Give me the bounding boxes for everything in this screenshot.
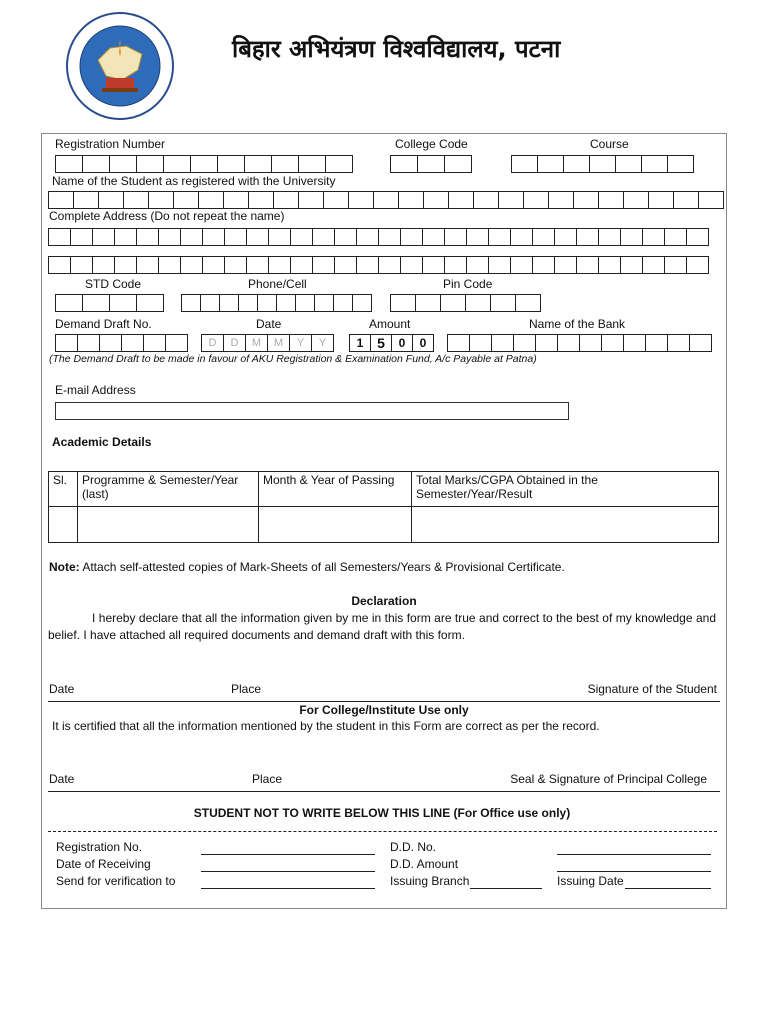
office-issuing-date-label: Issuing Date xyxy=(557,874,624,888)
registration-number-label: Registration Number xyxy=(55,137,166,151)
email-input[interactable] xyxy=(55,402,569,420)
student-signature-label: Signature of the Student xyxy=(587,682,717,696)
college-date-label: Date xyxy=(49,772,75,786)
phone-label: Phone/Cell xyxy=(248,277,307,291)
registration-number-boxes[interactable] xyxy=(55,155,353,173)
issuing-branch-line[interactable] xyxy=(470,888,542,889)
college-certify-text: It is certified that all the information mentioned by the student in this Form are correct as per the record. xyxy=(52,719,600,733)
column-header: Total Marks/CGPA Obtained in the Semester/Year/Result xyxy=(412,472,719,507)
table-cell[interactable] xyxy=(78,507,259,543)
address-label: Complete Address (Do not repeat the name) xyxy=(49,209,285,223)
page-title: बिहार अभियंत्रण विश्वविद्यालय, पटना xyxy=(232,35,561,63)
declaration-heading: Declaration xyxy=(351,594,417,608)
course-label: Course xyxy=(590,137,629,151)
demand-draft-label: Demand Draft No. xyxy=(55,317,152,331)
dd-date-boxes[interactable] xyxy=(201,334,334,352)
amount-digit: 5 xyxy=(370,334,392,352)
pin-code-label: Pin Code xyxy=(443,277,493,291)
student-name-label: Name of the Student as registered with the University xyxy=(52,174,336,188)
course-boxes[interactable] xyxy=(511,155,694,173)
date-placeholder: Y xyxy=(311,334,334,352)
college-code-label: College Code xyxy=(395,137,468,151)
office-verification-label: Send for verification to xyxy=(56,874,176,888)
divider xyxy=(48,701,720,702)
amount-boxes[interactable] xyxy=(349,334,434,352)
academic-details-heading: Academic Details xyxy=(52,435,152,449)
office-issuing-branch-label: Issuing Branch xyxy=(390,874,470,888)
amount-digit: 0 xyxy=(412,334,434,352)
amount-digit: 0 xyxy=(391,334,413,352)
college-code-boxes[interactable] xyxy=(390,155,472,173)
dd-no-line[interactable] xyxy=(557,854,711,855)
registration-no-line[interactable] xyxy=(201,854,375,855)
column-header: Sl. xyxy=(49,472,78,507)
college-place-label: Place xyxy=(252,772,283,786)
demand-draft-boxes[interactable] xyxy=(55,334,188,352)
verification-line[interactable] xyxy=(201,888,375,889)
address-line1-boxes[interactable] xyxy=(48,228,709,246)
table-cell[interactable] xyxy=(259,507,412,543)
address-line2-boxes[interactable] xyxy=(48,256,709,274)
college-use-heading: For College/Institute Use only xyxy=(299,703,469,717)
academic-table xyxy=(48,471,719,543)
date-placeholder: M xyxy=(267,334,290,352)
divider xyxy=(48,791,720,792)
column-header: Month & Year of Passing xyxy=(259,472,412,507)
note-prefix: Note: xyxy=(49,560,80,574)
office-use-heading: STUDENT NOT TO WRITE BELOW THIS LINE (For Office use only) xyxy=(193,806,571,820)
issuing-date-line[interactable] xyxy=(625,888,711,889)
pin-code-boxes[interactable] xyxy=(390,294,541,312)
date-placeholder: D xyxy=(223,334,246,352)
date-placeholder: D xyxy=(201,334,224,352)
std-code-boxes[interactable] xyxy=(55,294,164,312)
date-of-receiving-line[interactable] xyxy=(201,871,375,872)
student-place-label: Place xyxy=(231,682,262,696)
student-name-boxes[interactable] xyxy=(48,191,724,209)
table-cell[interactable] xyxy=(49,507,78,543)
table-cell[interactable] xyxy=(412,507,719,543)
phone-boxes[interactable] xyxy=(181,294,372,312)
amount-label: Amount xyxy=(369,317,411,331)
table-header-row xyxy=(49,472,719,507)
table-row[interactable] xyxy=(49,507,719,543)
date-placeholder: M xyxy=(245,334,268,352)
office-dd-no-label: D.D. No. xyxy=(390,840,437,854)
note-text: Attach self-attested copies of Mark-Sheets of all Semesters/Years & Provisional Certificate. xyxy=(79,560,565,574)
std-code-label: STD Code xyxy=(85,277,142,291)
office-registration-label: Registration No. xyxy=(56,840,143,854)
student-date-label: Date xyxy=(49,682,75,696)
declaration-text: I hereby declare that all the information given by me in this form are true and correct to the best of my knowledge and belief. I have attached all required documents and demand draft with this form. xyxy=(48,611,716,642)
amount-digit: 1 xyxy=(349,334,371,352)
bank-name-label: Name of the Bank xyxy=(529,317,626,331)
dd-amount-line[interactable] xyxy=(557,871,711,872)
office-dd-amount-label: D.D. Amount xyxy=(390,857,459,871)
office-receiving-label: Date of Receiving xyxy=(56,857,151,871)
date-placeholder: Y xyxy=(289,334,312,352)
date-label: Date xyxy=(256,317,282,331)
university-logo xyxy=(66,12,174,120)
dashed-divider xyxy=(48,831,717,832)
email-label: E-mail Address xyxy=(55,383,136,397)
dd-note: (The Demand Draft to be made in favour of AKU Registration & Examination Fund, A/c Payable at Patna) xyxy=(49,353,537,365)
bank-name-boxes[interactable] xyxy=(447,334,712,352)
note xyxy=(49,560,565,574)
column-header: Programme & Semester/Year (last) xyxy=(78,472,259,507)
principal-signature-label: Seal & Signature of Principal College xyxy=(510,772,707,786)
